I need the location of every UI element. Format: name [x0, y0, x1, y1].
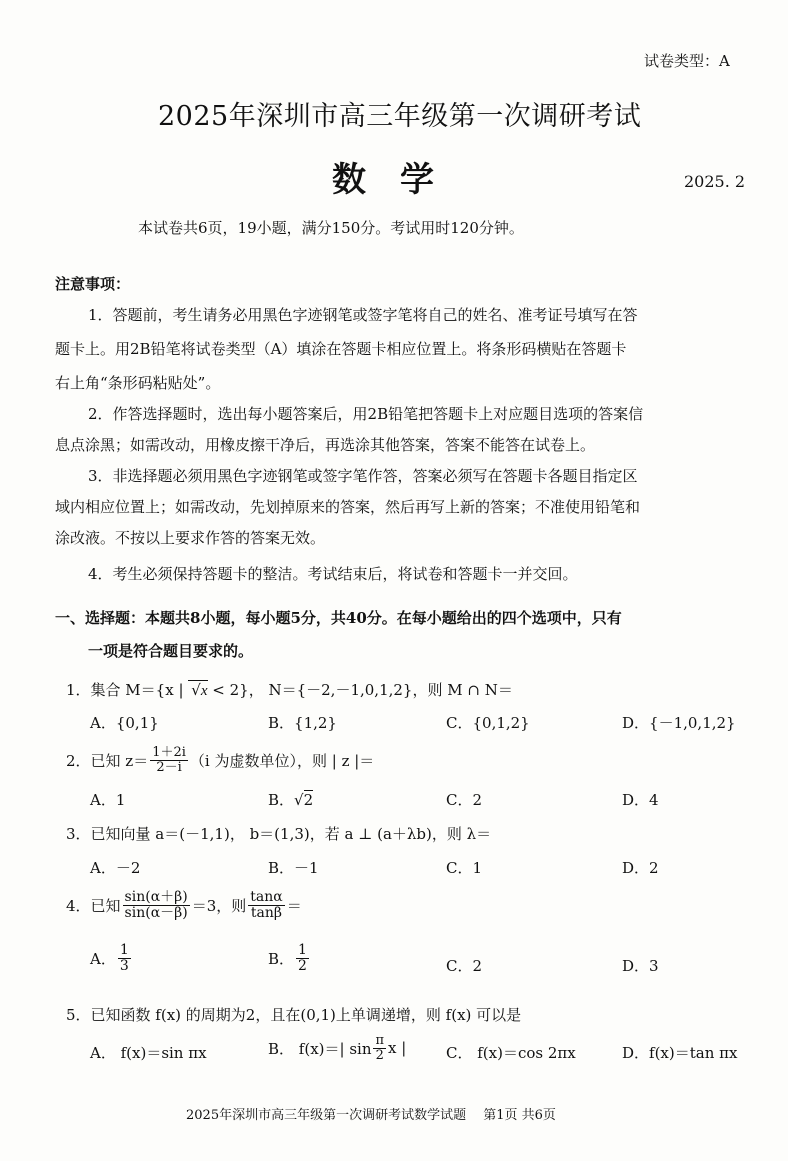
notice-line: 息点涂黑；如需改动，用橡皮擦干净后，再选涂其他答案，答案不能答在试卷上。: [55, 436, 596, 454]
question-2-option-b[interactable]: B．√2: [268, 791, 314, 809]
question-2-option-c[interactable]: C．2: [446, 791, 483, 809]
question-3-option-a[interactable]: A．－2: [90, 859, 141, 877]
notice-line: 3．非选择题必须用黑色字迹钢笔或签字笔作答，答案必须写在答题卡各题目指定区: [88, 467, 638, 485]
question-3-stem: 3．已知向量 a＝(－1,1)， b＝(1,3)，若 a ⊥ (a＋λb)，则 λ＝: [66, 825, 492, 843]
notice-line: 2．作答选择题时，选出每小题答案后，用2B铅笔把答题卡上对应题目选项的答案信: [88, 405, 644, 423]
question-3-option-d[interactable]: D．2: [622, 859, 659, 877]
exam-date: 2025. 2: [684, 172, 746, 191]
page-footer: 2025年深圳市高三年级第一次调研考试数学试题 第1页 共6页: [186, 1108, 556, 1123]
question-4-option-a[interactable]: A． $\frac{1}{3}$: [90, 942, 129, 974]
paper-type-label: 试卷类型：A: [644, 52, 730, 70]
question-5-option-c[interactable]: C． f(x)＝cos 2πx: [446, 1044, 576, 1062]
notice-line: 右上角“条形码粘贴处”。: [55, 374, 221, 392]
q4-fraction-tan: $\frac{\tan\alpha}{\tan\beta}$: [250, 889, 283, 921]
question-5-stem: 5．已知函数 f(x) 的周期为2，且在(0,1)上单调递增，则 f(x) 可以是: [66, 1006, 522, 1024]
exam-title: 2025年深圳市高三年级第一次调研考试: [158, 101, 642, 132]
question-1-option-d[interactable]: D．{－1,0,1,2}: [622, 714, 736, 732]
question-1-option-c[interactable]: C．{0,1,2}: [446, 714, 530, 732]
question-1-option-a[interactable]: A．{0,1}: [90, 714, 159, 732]
question-5-option-a[interactable]: A． f(x)＝sin πx: [90, 1044, 207, 1062]
question-1-stem: 1．集合 M＝{x | √x < 2}， N＝{－2,－1,0,1,2}，则 M ∩ N＝: [66, 681, 513, 699]
question-1-option-b[interactable]: B．{1,2}: [268, 714, 337, 732]
notice-line: 涂改液。不按以上要求作答的答案无效。: [55, 529, 326, 547]
notice-line: 题卡上。用2B铅笔将试卷类型（A）填涂在答题卡相应位置上。将条形码横贴在答题卡: [55, 340, 627, 358]
section-heading-line1: 一、选择题：本题共8小题，每小题5分，共40分。在每小题给出的四个选项中，只有: [55, 609, 622, 627]
notice-heading: 注意事项：: [55, 275, 131, 293]
question-5-option-d[interactable]: D．f(x)＝tan πx: [622, 1044, 738, 1062]
q4-fraction-sin: $\frac{\sin(\alpha+\beta)}{\sin(\alpha-\beta)}$: [124, 889, 188, 921]
question-2-stem: 2．已知 z＝ $\frac{1+2i}{2-i}$ （i 为虚数单位），则 | z |＝: [66, 745, 375, 775]
notice-line: 4．考生必须保持答题卡的整洁。考试结束后，将试卷和答题卡一并交回。: [88, 565, 578, 583]
question-4-option-c[interactable]: C．2: [446, 957, 483, 975]
question-3-option-c[interactable]: C．1: [446, 859, 483, 877]
exam-summary: 本试卷共6页，19小题，满分150分。考试用时120分钟。: [138, 219, 524, 237]
notice-line: 1．答题前，考生请务必用黑色字迹钢笔或签字笔将自己的姓名、准考证号填写在答: [88, 306, 638, 324]
question-5-option-b[interactable]: B． f(x)＝| sin $\frac{\pi}{2}$ x |: [268, 1033, 407, 1063]
question-4-option-b[interactable]: B． $\frac{1}{2}$: [268, 942, 307, 974]
notice-line: 域内相应位置上；如需改动，先划掉原来的答案，然后再写上新的答案；不准使用铅笔和: [55, 498, 641, 516]
question-4-stem: 4．已知 $\frac{\sin(\alpha+\beta)}{\sin(\alpha-\beta)}$ ＝3，则 $\frac{\tan\alpha}{\tan\beta}$ ＝: [66, 889, 302, 921]
question-4-option-d[interactable]: D．3: [622, 957, 659, 975]
question-2-option-a[interactable]: A．1: [90, 791, 126, 809]
question-3-option-b[interactable]: B．－1: [268, 859, 319, 877]
q2-fraction: $\frac{1+2i}{2-i}$: [152, 745, 186, 775]
subject-title: 数 学: [332, 160, 434, 200]
question-2-option-d[interactable]: D．4: [622, 791, 659, 809]
sqrt-radicand: x: [200, 683, 208, 699]
section-heading-line2: 一项是符合题目要求的。: [88, 642, 254, 660]
